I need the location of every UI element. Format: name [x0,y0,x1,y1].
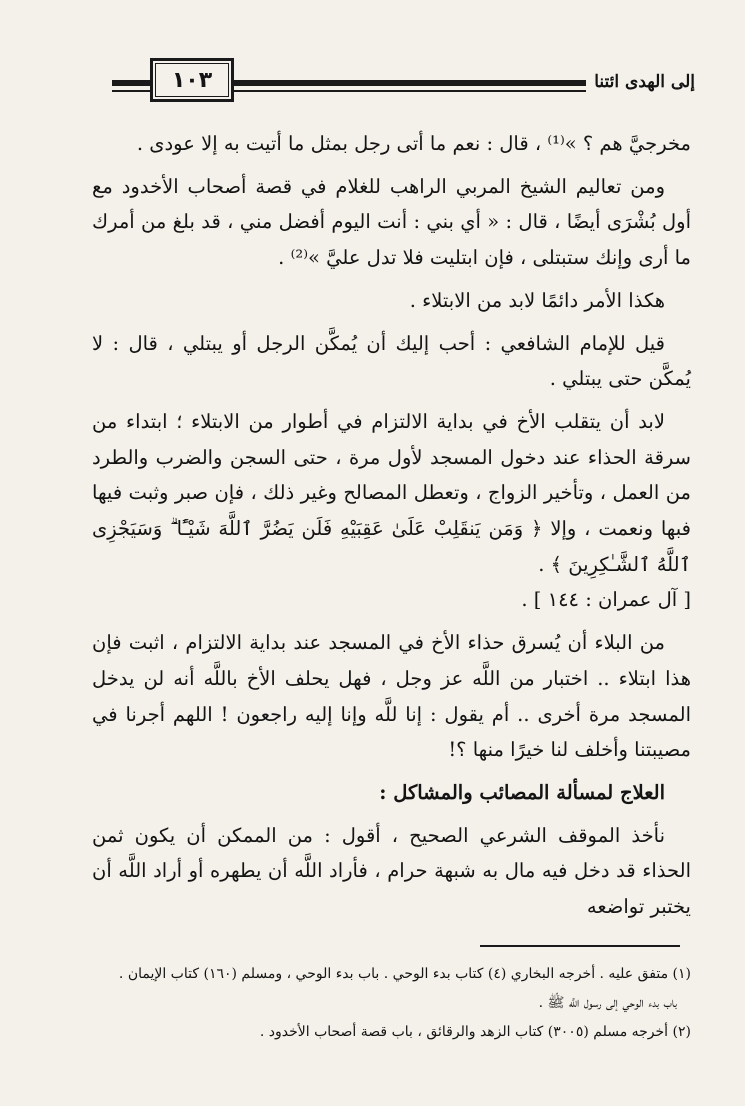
verse-reference: [ آل عمران : ١٤٤ ] . [521,588,691,612]
footnote-1-continued: باب بدء الوحي إلى رسول اللَّه ﷺ . [538,995,677,1011]
paragraph-5 [92,404,691,583]
page-number: ١٠٣ [155,63,229,97]
page-header [0,0,745,130]
paragraph-5-tail: . [538,552,551,576]
footnote-1: (١) متفق عليه . أخرجه البخاري (٤) كتاب بدء الوحي . باب بدء الوحي ، ومسلم (١٦٠) كتاب الإيمان . [118,966,691,982]
body-text [92,126,691,925]
header-rule-left [112,80,154,86]
paragraph-1: مخرجيَّ هم ؟ »⁽¹⁾ ، قال : نعم ما أتى رجل بمثل ما أتيت به إلا عودى . [136,132,691,155]
paragraph-2: ومن تعاليم الشيخ المربي الراهب للغلام في قصة أصحاب الأخدود مع أول بُشْرَى أيضًا ، قال : « أي بني : أنت اليوم أفضل مني ، قد بلغ من أمرك ما أرى وإنك ستبتلى ، فإن ابتليت فلا تدل عليَّ »⁽²⁾ . [92,174,691,270]
header-rule-left-thin [112,90,154,92]
paragraph-6: من البلاء أن يُسرق حذاء الأخ في المسجد عند بداية الالتزام ، اثبت فإن هذا ابتلاء .. اختبار من اللَّه عز وجل ، فهل يحلف الأخ باللَّه أنه لن يدخل المسجد مرة أخرى .. أم يقول : إنا للَّه وإنا إليه راجعون ! اللهم أجرنا في مصيبتنا وأخلف لنا خيرًا منها ؟! [92,631,691,762]
paragraph-5-text: لابد أن يتقلب الأخ في بداية الالتزام في أطوار من الابتلاء ؛ ابتداء من سرقة الحذاء عند دخول المسجد لأول مرة ، حتى السجن والضرب والطرد من العمل ، وتأخير الزواج ، وتعطل المصالح وغير ذلك ، فإن صبر وثبت فيها فبها ونعمت ، وإلا [92,409,692,541]
section-heading: العلاج لمسألة المصائب والمشاكل : [379,780,665,804]
footnote-separator [480,945,680,947]
paragraph-3: هكذا الأمر دائمًا لابد من الابتلاء . [409,288,665,312]
footnote-2: (٢) أخرجه مسلم (٣٠٠٥) كتاب الزهد والرقائق ، باب قصة أصحاب الأخدود . [259,1024,691,1040]
running-title: إلى الهدى ائتنا [588,72,701,92]
header-rule-right [230,80,586,86]
header-rule-right-thin [230,90,586,92]
paragraph-4: قيل للإمام الشافعي : أحب إليك أن يُمكَّن الرجل أو يبتلي ، قال : لا يُمكَّن حتى يبتلي . [92,331,691,391]
footnotes [70,960,691,1047]
paragraph-7: نأخذ الموقف الشرعي الصحيح ، أقول : من الممكن أن يكون ثمن الحذاء قد دخل فيه مال به شبهة حرام ، فأراد اللَّه أن يطهره أو أراد اللَّه أن يختبر تواضعه [92,823,691,919]
page-number-box [150,58,234,102]
quran-verse: ﴿ وَمَن يَنقَلِبْ عَلَىٰ عَقِبَيْهِ فَلَن يَضُرَّ ٱللَّهَ شَيْـًٔا ۗ وَسَيَجْزِى ٱللَّهُ ٱلشَّـٰكِرِينَ ﴾ [92,517,691,576]
